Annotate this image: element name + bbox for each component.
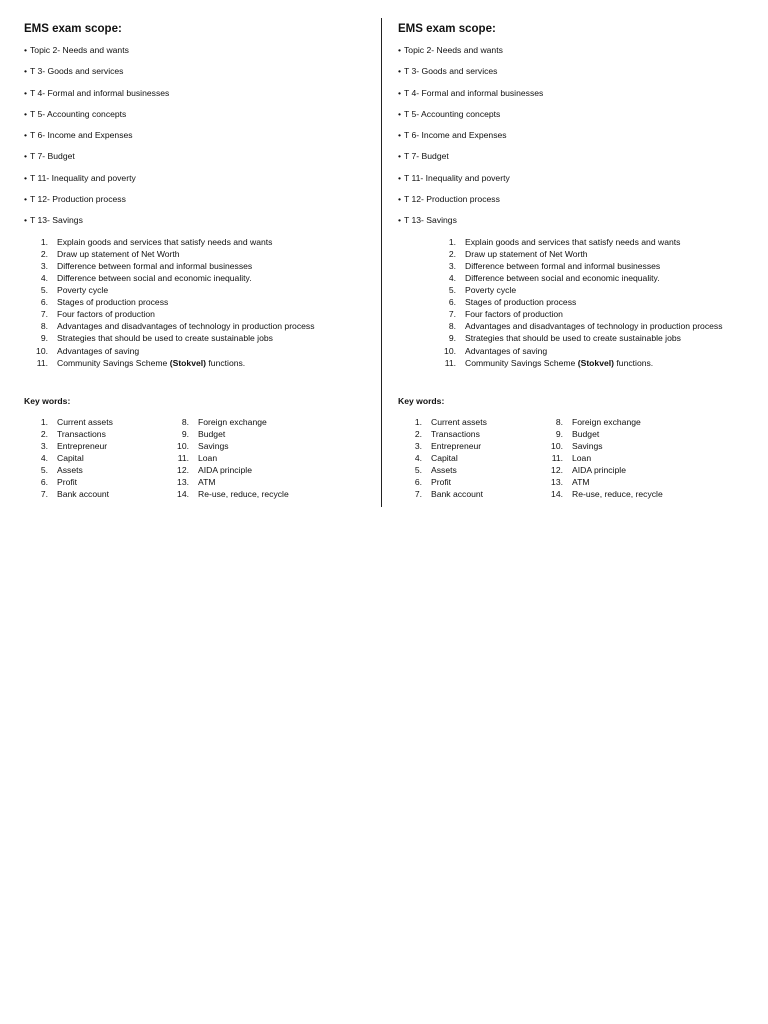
keywords-heading: Key words: — [398, 395, 445, 406]
keyword-text: Capital — [431, 452, 458, 463]
item-number: 6. — [40, 477, 48, 488]
item-number: 14. — [551, 489, 563, 500]
keyword-item — [165, 428, 289, 440]
keyword-item — [398, 428, 487, 440]
keyword-text: Bank account — [57, 489, 110, 500]
topic-item: • T 5- Accounting concepts — [24, 108, 386, 129]
objective-item — [24, 345, 386, 357]
objective-item — [432, 272, 760, 284]
item-number: 1. — [414, 416, 422, 427]
keyword-item — [165, 416, 289, 428]
keyword-text: Current assets — [57, 416, 113, 427]
keyword-item — [539, 440, 663, 452]
keyword-item — [165, 488, 289, 500]
keyword-text: Foreign exchange — [198, 416, 267, 427]
objective-text: Advantages of saving — [465, 345, 548, 356]
keyword-text: Profit — [431, 477, 452, 488]
objective-item — [432, 284, 760, 296]
keyword-item — [165, 452, 289, 464]
objective-text: Strategies that should be used to create sustainable jobs — [57, 333, 273, 344]
objective-item — [24, 284, 386, 296]
topic-item: • Topic 2- Needs and wants — [24, 44, 386, 65]
objective-text: Explain goods and services that satisfy needs and wants — [57, 236, 273, 247]
item-number: 4. — [414, 452, 422, 463]
keyword-text: Loan — [198, 452, 218, 463]
item-number: 2. — [40, 248, 48, 259]
item-number: 12. — [177, 465, 189, 476]
objective-item — [432, 357, 760, 369]
item-number: 10. — [444, 345, 456, 356]
keyword-item — [539, 488, 663, 500]
objective-text: Difference between formal and informal businesses — [57, 260, 253, 271]
item-number: 10. — [36, 345, 48, 356]
topic-item: • T 13- Savings — [398, 214, 760, 235]
objective-list — [432, 236, 760, 369]
item-number: 8. — [40, 321, 48, 332]
item-number: 13. — [177, 477, 189, 488]
keyword-text: AIDA principle — [198, 465, 252, 476]
topic-list — [24, 44, 386, 236]
objective-item — [432, 345, 760, 357]
keyword-text: Bank account — [431, 489, 484, 500]
keyword-text: Savings — [572, 440, 603, 451]
item-number: 9. — [555, 428, 563, 439]
item-number: 10. — [551, 440, 563, 451]
item-number: 4. — [448, 272, 456, 283]
scope-column-left — [24, 14, 386, 506]
item-number: 5. — [448, 285, 456, 296]
topic-item: • T 4- Formal and informal businesses — [398, 87, 760, 108]
item-number: 11. — [551, 452, 563, 463]
objective-text: Advantages and disadvantages of technology in production process — [57, 321, 315, 332]
objective-bold-text: (Stokvel) — [169, 357, 207, 368]
objective-list — [24, 236, 386, 369]
item-number: 11. — [444, 357, 456, 368]
objective-item — [432, 308, 760, 320]
topic-item: • T 5- Accounting concepts — [398, 108, 760, 129]
objective-text: Four factors of production — [465, 309, 563, 320]
keyword-text: Capital — [57, 452, 84, 463]
item-number: 7. — [40, 489, 48, 500]
objective-text: Strategies that should be used to create sustainable jobs — [465, 333, 681, 344]
keywords-grid — [398, 416, 760, 506]
keywords-column-1 — [398, 416, 487, 501]
column-divider — [381, 18, 382, 507]
keyword-text: AIDA principle — [572, 465, 626, 476]
objective-text: Poverty cycle — [465, 285, 517, 296]
topic-list — [398, 44, 760, 236]
objective-item — [432, 236, 760, 248]
item-number: 3. — [414, 440, 422, 451]
keyword-text: Assets — [57, 465, 83, 476]
keywords-column-2 — [539, 416, 663, 501]
keywords-grid — [24, 416, 386, 506]
objective-item — [24, 236, 386, 248]
topic-item: • T 12- Production process — [398, 193, 760, 214]
keyword-item — [539, 428, 663, 440]
objective-item — [432, 320, 760, 332]
topic-item: • T 7- Budget — [24, 150, 386, 171]
item-number: 12. — [551, 465, 563, 476]
item-number: 5. — [40, 465, 48, 476]
item-number: 3. — [40, 440, 48, 451]
item-number: 8. — [448, 321, 456, 332]
item-number: 7. — [414, 489, 422, 500]
keyword-text: ATM — [572, 477, 590, 488]
keyword-item — [24, 428, 113, 440]
keyword-text: Foreign exchange — [572, 416, 641, 427]
keyword-item — [539, 476, 663, 488]
item-number: 4. — [40, 272, 48, 283]
keyword-item — [24, 440, 113, 452]
objective-text: Stages of production process — [57, 297, 169, 308]
keyword-item — [539, 416, 663, 428]
objective-item — [24, 332, 386, 344]
item-number: 7. — [448, 309, 456, 320]
objective-item — [24, 320, 386, 332]
objective-text: Difference between social and economic inequality. — [465, 272, 660, 283]
objective-item — [24, 260, 386, 272]
keyword-text: ATM — [198, 477, 216, 488]
page-title: EMS exam scope: — [398, 23, 496, 35]
objective-item — [432, 260, 760, 272]
item-number: 3. — [40, 260, 48, 271]
objective-item — [432, 296, 760, 308]
item-number: 2. — [40, 428, 48, 439]
item-number: 14. — [177, 489, 189, 500]
keyword-text: Assets — [431, 465, 457, 476]
item-number: 7. — [40, 309, 48, 320]
topic-item: • T 7- Budget — [398, 150, 760, 171]
keyword-item — [398, 416, 487, 428]
topic-item: • T 11- Inequality and poverty — [24, 172, 386, 193]
scope-column-right — [398, 14, 760, 506]
item-number: 5. — [40, 285, 48, 296]
keyword-item — [24, 464, 113, 476]
objective-item — [24, 296, 386, 308]
objective-item — [24, 308, 386, 320]
topic-item: • T 3- Goods and services — [24, 65, 386, 86]
item-number: 2. — [448, 248, 456, 259]
item-number: 1. — [40, 416, 48, 427]
keyword-item — [398, 452, 487, 464]
objective-text: Community Savings Scheme — [465, 357, 578, 368]
objective-text: Stages of production process — [465, 297, 577, 308]
objective-text-end: functions. — [614, 357, 654, 368]
item-number: 9. — [448, 333, 456, 344]
keywords-column-2 — [165, 416, 289, 501]
keyword-item — [398, 488, 487, 500]
keywords-heading: Key words: — [24, 395, 71, 406]
keyword-text: Budget — [198, 428, 226, 439]
topic-item: • T 6- Income and Expenses — [24, 129, 386, 150]
objective-item — [432, 248, 760, 260]
keyword-text: Entrepreneur — [57, 440, 108, 451]
topic-item: • T 13- Savings — [24, 214, 386, 235]
objective-text: Poverty cycle — [57, 285, 109, 296]
keyword-item — [24, 488, 113, 500]
page-title: EMS exam scope: — [24, 23, 122, 35]
item-number: 4. — [40, 452, 48, 463]
keyword-item — [165, 476, 289, 488]
keyword-text: Profit — [57, 477, 78, 488]
keyword-item — [165, 440, 289, 452]
item-number: 1. — [40, 236, 48, 247]
topic-item: • T 12- Production process — [24, 193, 386, 214]
keyword-item — [539, 452, 663, 464]
keyword-text: Loan — [572, 452, 592, 463]
keyword-text: Budget — [572, 428, 600, 439]
keyword-text: Savings — [198, 440, 229, 451]
item-number: 11. — [177, 452, 189, 463]
item-number: 6. — [40, 297, 48, 308]
topic-item: • Topic 2- Needs and wants — [398, 44, 760, 65]
objective-item — [24, 248, 386, 260]
objective-text: Advantages and disadvantages of technology in production process — [465, 321, 723, 332]
keyword-item — [398, 440, 487, 452]
item-number: 9. — [181, 428, 189, 439]
item-number: 9. — [40, 333, 48, 344]
topic-item: • T 6- Income and Expenses — [398, 129, 760, 150]
item-number: 6. — [448, 297, 456, 308]
topic-item: • T 3- Goods and services — [398, 65, 760, 86]
objective-text: Draw up statement of Net Worth — [57, 248, 180, 259]
objective-text: Community Savings Scheme — [57, 357, 170, 368]
keyword-text: Re-use, reduce, recycle — [198, 489, 289, 500]
objective-text: Four factors of production — [57, 309, 155, 320]
keyword-item — [24, 452, 113, 464]
keyword-text: Entrepreneur — [431, 440, 482, 451]
item-number: 2. — [414, 428, 422, 439]
objective-text-end: functions. — [206, 357, 246, 368]
objective-text: Advantages of saving — [57, 345, 140, 356]
topic-item: • T 11- Inequality and poverty — [398, 172, 760, 193]
objective-item — [24, 357, 386, 369]
item-number: 8. — [181, 416, 189, 427]
keyword-text: Re-use, reduce, recycle — [572, 489, 663, 500]
keyword-item — [24, 416, 113, 428]
keyword-item — [539, 464, 663, 476]
objective-item — [24, 272, 386, 284]
topic-item: • T 4- Formal and informal businesses — [24, 87, 386, 108]
keyword-text: Transactions — [57, 428, 106, 439]
keyword-item — [398, 476, 487, 488]
keyword-item — [24, 476, 113, 488]
item-number: 11. — [36, 357, 48, 368]
keywords-column-1 — [24, 416, 113, 501]
item-number: 1. — [448, 236, 456, 247]
item-number: 5. — [414, 465, 422, 476]
objective-item — [432, 332, 760, 344]
keyword-item — [398, 464, 487, 476]
item-number: 6. — [414, 477, 422, 488]
objective-bold-text: (Stokvel) — [577, 357, 615, 368]
objective-text: Explain goods and services that satisfy needs and wants — [465, 236, 681, 247]
objective-text: Draw up statement of Net Worth — [465, 248, 588, 259]
item-number: 3. — [448, 260, 456, 271]
item-number: 10. — [177, 440, 189, 451]
objective-text: Difference between formal and informal businesses — [465, 260, 661, 271]
keyword-text: Transactions — [431, 428, 480, 439]
keyword-text: Current assets — [431, 416, 487, 427]
item-number: 13. — [551, 477, 563, 488]
item-number: 8. — [555, 416, 563, 427]
objective-text: Difference between social and economic inequality. — [57, 272, 252, 283]
keyword-item — [165, 464, 289, 476]
